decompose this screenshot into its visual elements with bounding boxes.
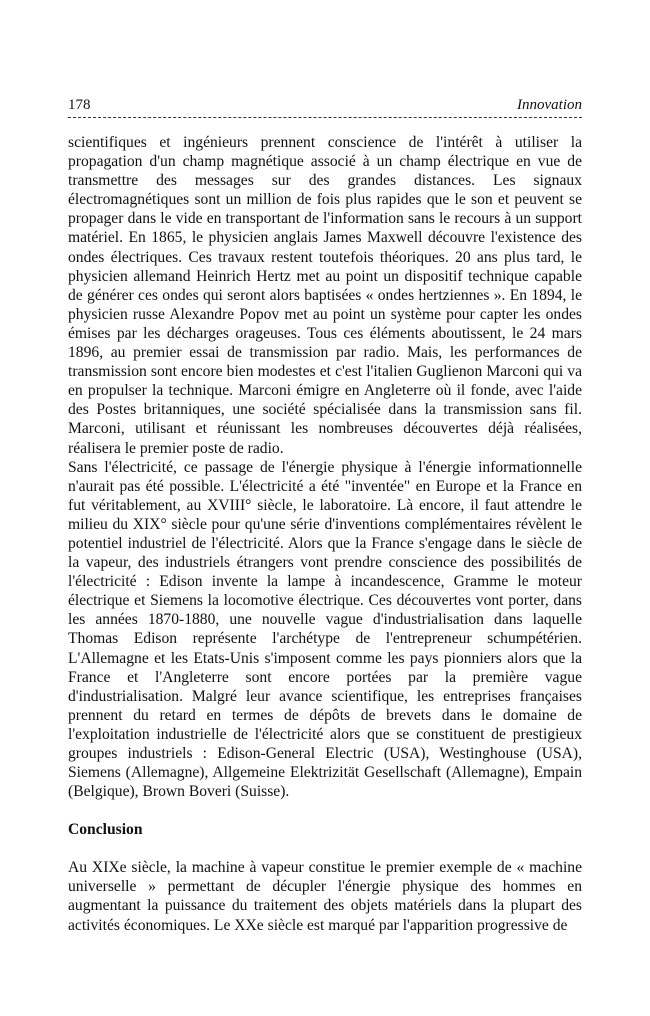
running-title: Innovation xyxy=(517,97,582,113)
page-header xyxy=(68,95,582,118)
paragraph-radio-history: scientifiques et ingénieurs prennent conscience de l'intérêt à utiliser la propagation d'un champ magnétique associé à un champ électrique en vue de transmettre des messages sur des grandes distances. Les signaux électromagnétiques sont un million de fois plus rapides que le son et peuvent se propager dans le vide en transportant de l'information sans le recours à un support matériel. En 1865, le physicien anglais James Maxwell découvre l'existence des ondes électriques. Ces travaux restent toutefois théoriques. 20 ans plus tard, le physicien allemand Heinrich Hertz met au point un dispositif technique capable de générer ces ondes qui seront alors baptisées « ondes hertziennes ». En 1894, le physicien russe Alexandre Popov met au point un système pour capter les ondes émises par les décharges orageuses. Tous ces éléments aboutissent, le 24 mars 1896, au premier essai de transmission par radio. Mais, les performances de transmission sont encore bien modestes et c'est l'italien Guglienon Marconi qui va en propulser la technique. Marconi émigre en Angleterre où il fonde, avec l'aide des Postes britanniques, une société spécialisée dans la transmission sans fil. Marconi, utilisant et réunissant les nombreuses découvertes déjà réalisées, réalisera le premier poste de radio. xyxy=(68,134,582,457)
page-body xyxy=(68,133,582,935)
section-heading: Conclusion xyxy=(68,821,143,839)
paragraph-electricity: Sans l'électricité, ce passage de l'énergie physique à l'énergie informationnelle n'aurait pas été possible. L'électricité a été "inventée" en Europe et la France en fut véritablement, au XVIII° siècle, le laboratoire. Là encore, il faut attendre le milieu du XIX° siècle pour qu'une série d'inventions complémentaires révèlent le potentiel industriel de l'électricité. Alors que la France s'engage dans le siècle de la vapeur, des industriels étrangers vont prendre conscience des possibilités de l'électricité : Edison invente la lampe à incandescence, Gramme le moteur électrique et Siemens la locomotive électrique. Ces découvertes vont porter, dans les années 1870-1880, une nouvelle vague d'industrialisation dans laquelle Thomas Edison représente l'archétype de l'entrepreneur schumpétérien. L'Allemagne et les Etats-Unis s'imposent comme les pays pionniers alors que la France et l'Angleterre sont encore portées par la première vague d'industrialisation. Malgré leur avance scientifique, les entreprises françaises prennent du retard en termes de dépôts de brevets dans le domaine de l'exploitation industrielle de l'électricité alors que se constituent de prestigieux groupes industriels : Edison-General Electric (USA), Westinghouse (USA), Siemens (Allemagne), Allgemeine Elektrizität Gesellschaft (Allemagne), Empain (Belgique), Brown Boveri (Suisse). xyxy=(68,458,582,801)
page-number: 178 xyxy=(68,97,91,113)
paragraph-conclusion: Au XIXe siècle, la machine à vapeur constitue le premier exemple de « machine universelle » permettant de décupler l'énergie physique des hommes en augmentant la puissance du traitement des objets matériels dans la plupart des activités économiques. Le XXe siècle est marqué par l'apparition progressive de xyxy=(68,859,582,934)
